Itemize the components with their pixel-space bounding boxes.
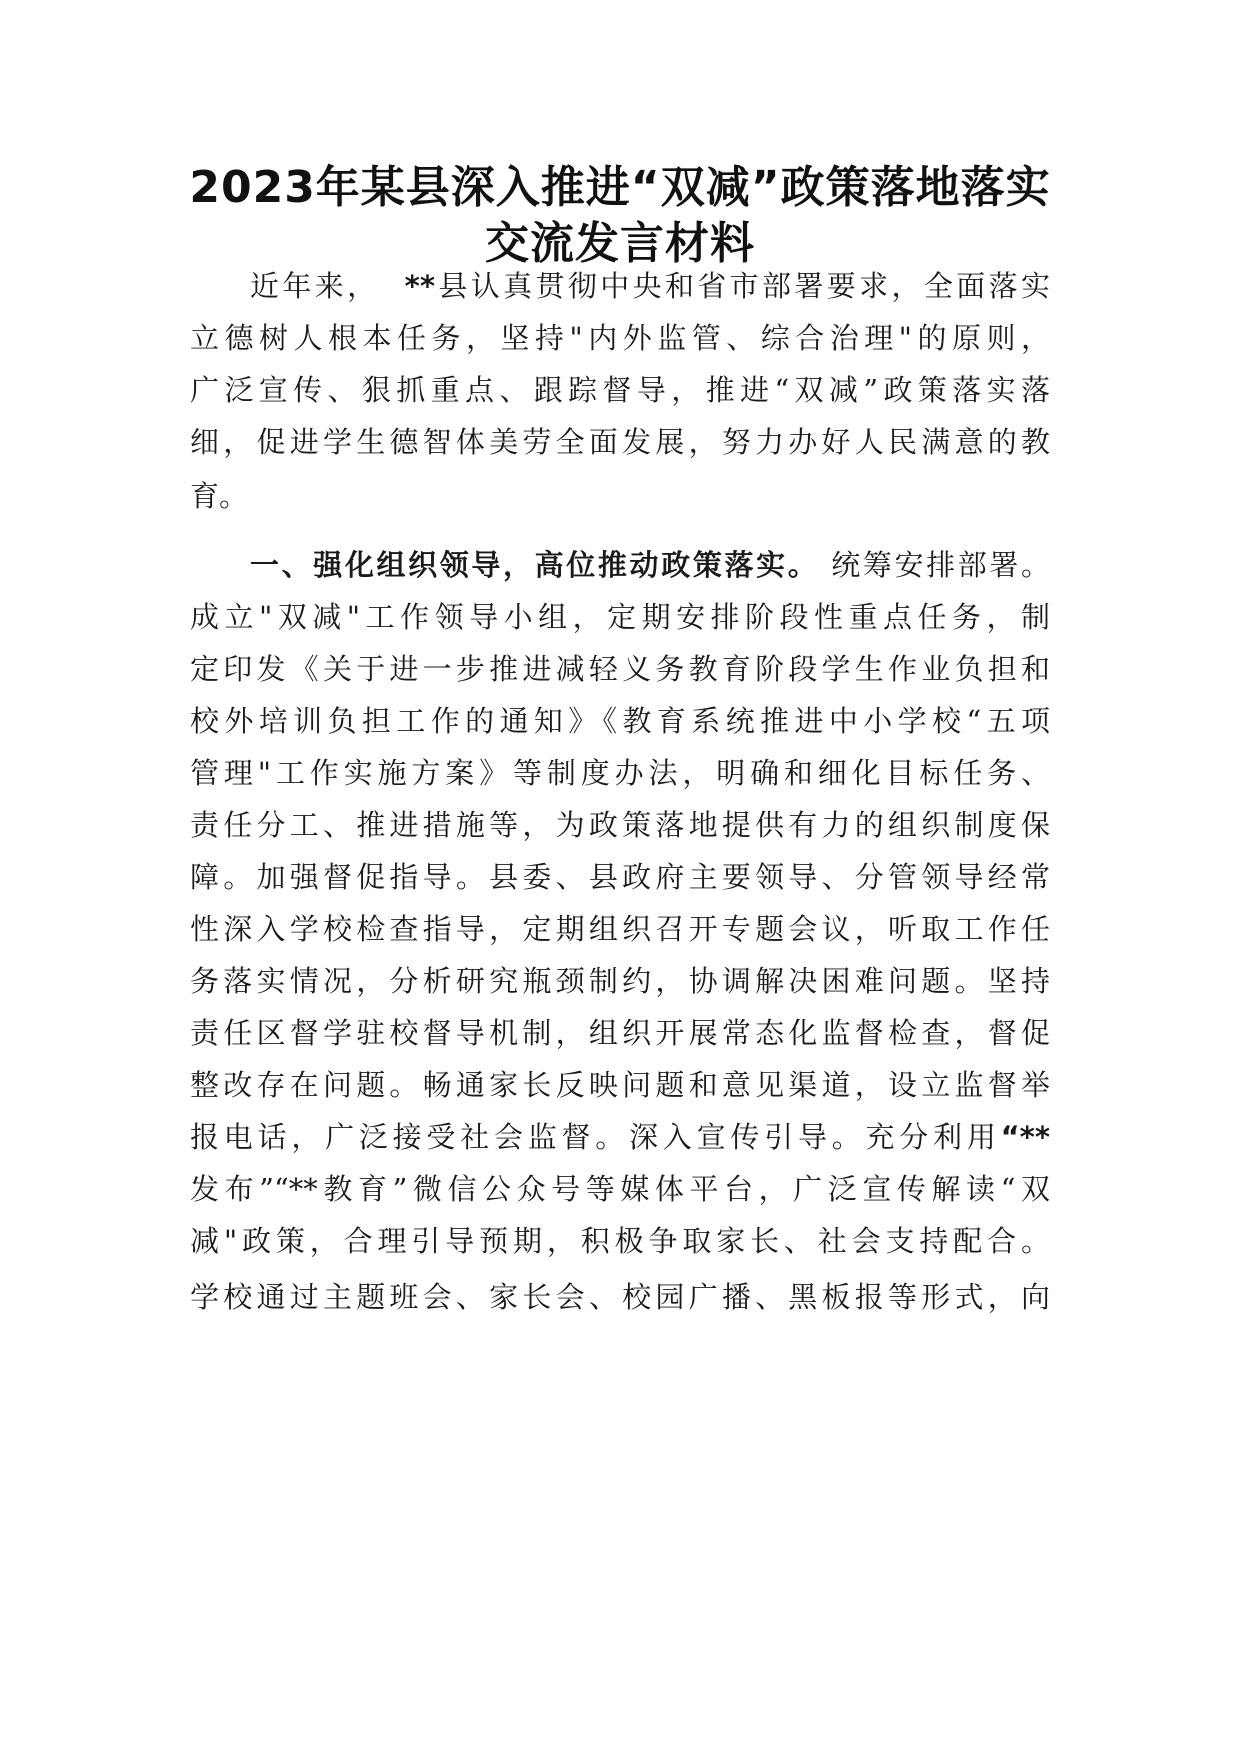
section1-line-4: 校外培训负担工作的通知》《教育系统推进中小学校“五项 <box>190 704 1050 738</box>
section1-line-3: 定印发《关于进一步推进减轻义务教育阶段学生作业负担和 <box>190 652 1050 686</box>
section1-text: 统筹安排部署。 <box>831 548 1050 582</box>
intro-line-1 <box>250 266 1050 306</box>
intro-line-4: 细，促进学生德智体美劳全面发展，努力办好人民满意的教 <box>190 425 1050 459</box>
section1-heading: 一、强化组织领导，高位推动政策落实。 <box>250 548 820 582</box>
section1-line-11: 整改存在问题。畅通家长反映问题和意见渠道，设立监督举 <box>190 1068 1050 1102</box>
document-title-line-1: 2023年某县深入推进“双减”政策落地落实 <box>189 162 1051 213</box>
intro-line-5: 育。 <box>190 479 249 513</box>
section1-line-10: 责任区督学驻校督导机制，组织开展常态化监督检查，督促 <box>190 1016 1050 1050</box>
quoted-placeholder: “** <box>1000 1120 1050 1154</box>
section1-line-12 <box>190 1117 1050 1157</box>
section1-line-8: 性深入学校检查指导，定期组织召开专题会议，听取工作任 <box>190 912 1050 946</box>
intro-text: 县认真贯彻中央和省市部署要求，全面落实 <box>435 269 1050 303</box>
county-placeholder: ** <box>404 269 435 303</box>
intro-line-2: 立德树人根本任务，坚持"内外监管、综合治理"的原则， <box>190 321 1050 355</box>
section1-line-9: 务落实情况，分析研究瓶颈制约，协调解决困难问题。坚持 <box>190 964 1050 998</box>
section1-line-5: 管理"工作实施方案》等制度办法，明确和细化目标任务、 <box>190 756 1050 790</box>
section1-text: 报电话，广泛接受社会监督。深入宣传引导。充分利用 <box>190 1120 1001 1154</box>
section1-line-7: 障。加强督促指导。县委、县政府主要领导、分管领导经常 <box>190 860 1050 894</box>
intro-text: 近年来， <box>250 269 380 303</box>
section1-line-1 <box>250 545 1050 585</box>
section1-line-15: 学校通过主题班会、家长会、校园广播、黑板报等形式，向 <box>190 1280 1050 1314</box>
document-title-line-2: 交流发言材料 <box>485 218 755 269</box>
section1-line-2: 成立"双减"工作领导小组，定期安排阶段性重点任务，制 <box>190 600 1050 634</box>
section1-line-14: 减"政策，合理引导预期，积极争取家长、社会支持配合。 <box>190 1224 1050 1258</box>
section1-line-6: 责任分工、推进措施等，为政策落地提供有力的组织制度保 <box>190 808 1050 842</box>
intro-line-3: 广泛宣传、狠抓重点、跟踪督导，推进“双减”政策落实落 <box>190 373 1050 407</box>
section1-line-13: 发布”“**教育”微信公众号等媒体平台，广泛宣传解读“双 <box>190 1172 1050 1206</box>
